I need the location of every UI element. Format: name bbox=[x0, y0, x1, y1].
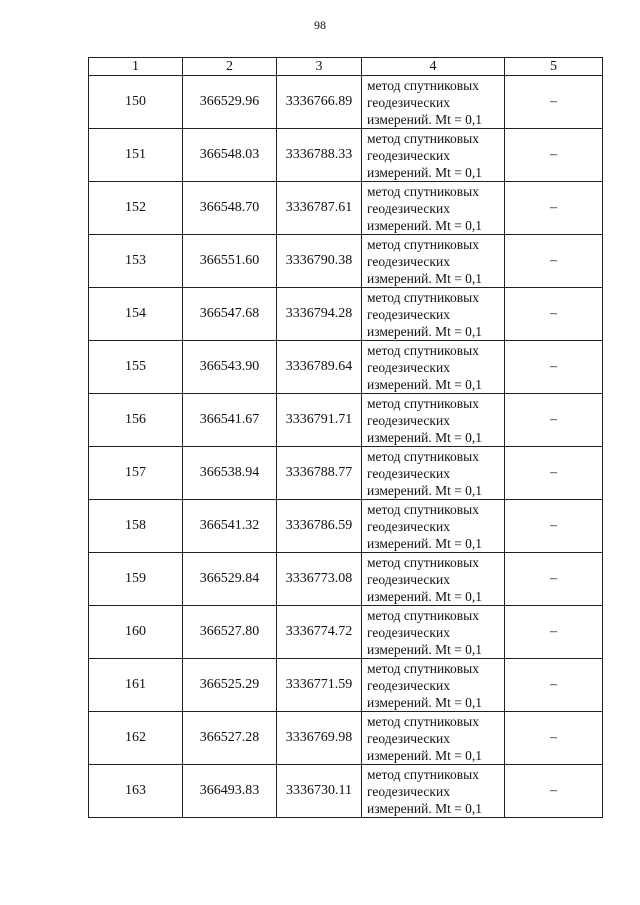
x-coordinate-cell: 366529.84 bbox=[183, 553, 277, 606]
y-coordinate-cell: 3336730.11 bbox=[277, 765, 362, 818]
method-cell: метод спутниковых геодезических измерений. Mt = 0,1 bbox=[362, 288, 505, 341]
table-row bbox=[89, 288, 603, 341]
method-cell: метод спутниковых геодезических измерений. Mt = 0,1 bbox=[362, 394, 505, 447]
y-coordinate-cell: 3336788.77 bbox=[277, 447, 362, 500]
note-cell: – bbox=[505, 394, 603, 447]
point-number-cell: 161 bbox=[89, 659, 183, 712]
header-col-2: 2 bbox=[183, 58, 277, 76]
y-coordinate-cell: 3336787.61 bbox=[277, 182, 362, 235]
y-coordinate-cell: 3336771.59 bbox=[277, 659, 362, 712]
note-cell: – bbox=[505, 447, 603, 500]
table-row bbox=[89, 394, 603, 447]
x-coordinate-cell: 366543.90 bbox=[183, 341, 277, 394]
table-row bbox=[89, 129, 603, 182]
table-row bbox=[89, 235, 603, 288]
note-cell: – bbox=[505, 553, 603, 606]
x-coordinate-cell: 366541.32 bbox=[183, 500, 277, 553]
y-coordinate-cell: 3336788.33 bbox=[277, 129, 362, 182]
method-cell: метод спутниковых геодезических измерений. Mt = 0,1 bbox=[362, 553, 505, 606]
x-coordinate-cell: 366548.03 bbox=[183, 129, 277, 182]
point-number-cell: 151 bbox=[89, 129, 183, 182]
x-coordinate-cell: 366493.83 bbox=[183, 765, 277, 818]
y-coordinate-cell: 3336791.71 bbox=[277, 394, 362, 447]
method-cell: метод спутниковых геодезических измерений. Mt = 0,1 bbox=[362, 182, 505, 235]
header-col-3: 3 bbox=[277, 58, 362, 76]
x-coordinate-cell: 366529.96 bbox=[183, 76, 277, 129]
x-coordinate-cell: 366525.29 bbox=[183, 659, 277, 712]
table-row bbox=[89, 341, 603, 394]
method-cell: метод спутниковых геодезических измерений. Mt = 0,1 bbox=[362, 765, 505, 818]
point-number-cell: 159 bbox=[89, 553, 183, 606]
table-row bbox=[89, 659, 603, 712]
note-cell: – bbox=[505, 235, 603, 288]
table-row bbox=[89, 182, 603, 235]
note-cell: – bbox=[505, 341, 603, 394]
method-cell: метод спутниковых геодезических измерений. Mt = 0,1 bbox=[362, 447, 505, 500]
header-row bbox=[89, 58, 603, 76]
note-cell: – bbox=[505, 606, 603, 659]
point-number-cell: 154 bbox=[89, 288, 183, 341]
point-number-cell: 156 bbox=[89, 394, 183, 447]
point-number-cell: 158 bbox=[89, 500, 183, 553]
note-cell: – bbox=[505, 765, 603, 818]
header-col-1: 1 bbox=[89, 58, 183, 76]
table-row bbox=[89, 553, 603, 606]
point-number-cell: 157 bbox=[89, 447, 183, 500]
note-cell: – bbox=[505, 712, 603, 765]
note-cell: – bbox=[505, 182, 603, 235]
table-row bbox=[89, 500, 603, 553]
method-cell: метод спутниковых геодезических измерений. Mt = 0,1 bbox=[362, 76, 505, 129]
point-number-cell: 163 bbox=[89, 765, 183, 818]
note-cell: – bbox=[505, 76, 603, 129]
note-cell: – bbox=[505, 659, 603, 712]
x-coordinate-cell: 366551.60 bbox=[183, 235, 277, 288]
table-row bbox=[89, 76, 603, 129]
y-coordinate-cell: 3336766.89 bbox=[277, 76, 362, 129]
y-coordinate-cell: 3336789.64 bbox=[277, 341, 362, 394]
point-number-cell: 153 bbox=[89, 235, 183, 288]
page-number: 98 bbox=[314, 18, 326, 32]
y-coordinate-cell: 3336786.59 bbox=[277, 500, 362, 553]
table-row bbox=[89, 606, 603, 659]
method-cell: метод спутниковых геодезических измерений. Mt = 0,1 bbox=[362, 129, 505, 182]
method-cell: метод спутниковых геодезических измерений. Mt = 0,1 bbox=[362, 235, 505, 288]
note-cell: – bbox=[505, 500, 603, 553]
point-number-cell: 155 bbox=[89, 341, 183, 394]
table-header bbox=[89, 58, 603, 76]
y-coordinate-cell: 3336773.08 bbox=[277, 553, 362, 606]
note-cell: – bbox=[505, 288, 603, 341]
table-row bbox=[89, 712, 603, 765]
header-col-5: 5 bbox=[505, 58, 603, 76]
point-number-cell: 152 bbox=[89, 182, 183, 235]
x-coordinate-cell: 366538.94 bbox=[183, 447, 277, 500]
y-coordinate-cell: 3336790.38 bbox=[277, 235, 362, 288]
method-cell: метод спутниковых геодезических измерений. Mt = 0,1 bbox=[362, 659, 505, 712]
x-coordinate-cell: 366541.67 bbox=[183, 394, 277, 447]
x-coordinate-cell: 366547.68 bbox=[183, 288, 277, 341]
x-coordinate-cell: 366527.28 bbox=[183, 712, 277, 765]
point-number-cell: 162 bbox=[89, 712, 183, 765]
table-body bbox=[89, 76, 603, 818]
x-coordinate-cell: 366527.80 bbox=[183, 606, 277, 659]
header-col-4: 4 bbox=[362, 58, 505, 76]
point-number-cell: 150 bbox=[89, 76, 183, 129]
table-row bbox=[89, 447, 603, 500]
point-number-cell: 160 bbox=[89, 606, 183, 659]
x-coordinate-cell: 366548.70 bbox=[183, 182, 277, 235]
table-row bbox=[89, 765, 603, 818]
method-cell: метод спутниковых геодезических измерений. Mt = 0,1 bbox=[362, 712, 505, 765]
y-coordinate-cell: 3336769.98 bbox=[277, 712, 362, 765]
method-cell: метод спутниковых геодезических измерений. Mt = 0,1 bbox=[362, 606, 505, 659]
method-cell: метод спутниковых геодезических измерений. Mt = 0,1 bbox=[362, 500, 505, 553]
y-coordinate-cell: 3336774.72 bbox=[277, 606, 362, 659]
note-cell: – bbox=[505, 129, 603, 182]
method-cell: метод спутниковых геодезических измерений. Mt = 0,1 bbox=[362, 341, 505, 394]
y-coordinate-cell: 3336794.28 bbox=[277, 288, 362, 341]
coordinates-table bbox=[88, 57, 603, 818]
